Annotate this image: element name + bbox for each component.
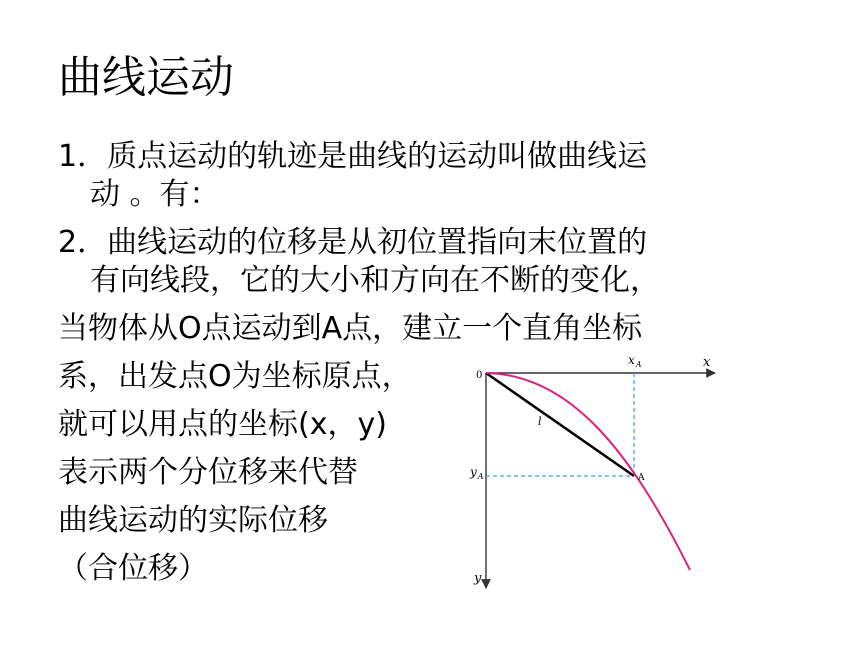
paragraph-line-4: 表示两个分位移来代替 bbox=[58, 455, 358, 490]
item-1-text-1: 质点运动的轨迹是曲线的运动叫做曲线运 bbox=[107, 139, 648, 174]
paragraph-line-5: 曲线运动的实际位移 bbox=[58, 503, 328, 538]
xa-label bbox=[628, 353, 642, 369]
item-1-line-1 bbox=[58, 138, 647, 176]
coordinate-diagram bbox=[460, 350, 730, 600]
y-axis-label: y bbox=[474, 571, 482, 586]
trajectory-curve bbox=[486, 373, 690, 570]
paragraph-line-6: （合位移） bbox=[58, 551, 208, 586]
item-2-line-2: 有向线段，它的大小和方向在不断的变化， bbox=[90, 263, 660, 298]
xa-label-sub: A bbox=[635, 360, 642, 369]
displacement-label: l bbox=[538, 415, 542, 428]
ya-label-main: y bbox=[470, 465, 477, 479]
origin-label: 0 bbox=[476, 370, 483, 381]
item-1-number: 1． bbox=[58, 139, 108, 174]
slide-title: 曲线运动 bbox=[58, 52, 234, 103]
x-axis-label: x bbox=[703, 355, 711, 370]
item-2-text-1: 曲线运动的位移是从初位置指向末位置的 bbox=[107, 225, 648, 260]
item-2-number: 2． bbox=[58, 225, 108, 260]
item-1-line-2: 动 。有： bbox=[90, 177, 220, 212]
paragraph-line-3: 就可以用点的坐标(x，y) bbox=[58, 407, 387, 442]
ya-label-sub: A bbox=[477, 472, 484, 481]
xa-label-main: x bbox=[628, 353, 635, 367]
point-a-label: A bbox=[638, 473, 645, 483]
displacement-line bbox=[486, 373, 634, 476]
ya-label bbox=[469, 465, 484, 481]
paragraph-line-1: 当物体从O点运动到A点，建立一个直角坐标 bbox=[58, 311, 643, 346]
paragraph-line-2: 系，出发点O为坐标原点， bbox=[58, 359, 412, 394]
item-2-line-1 bbox=[58, 224, 647, 262]
